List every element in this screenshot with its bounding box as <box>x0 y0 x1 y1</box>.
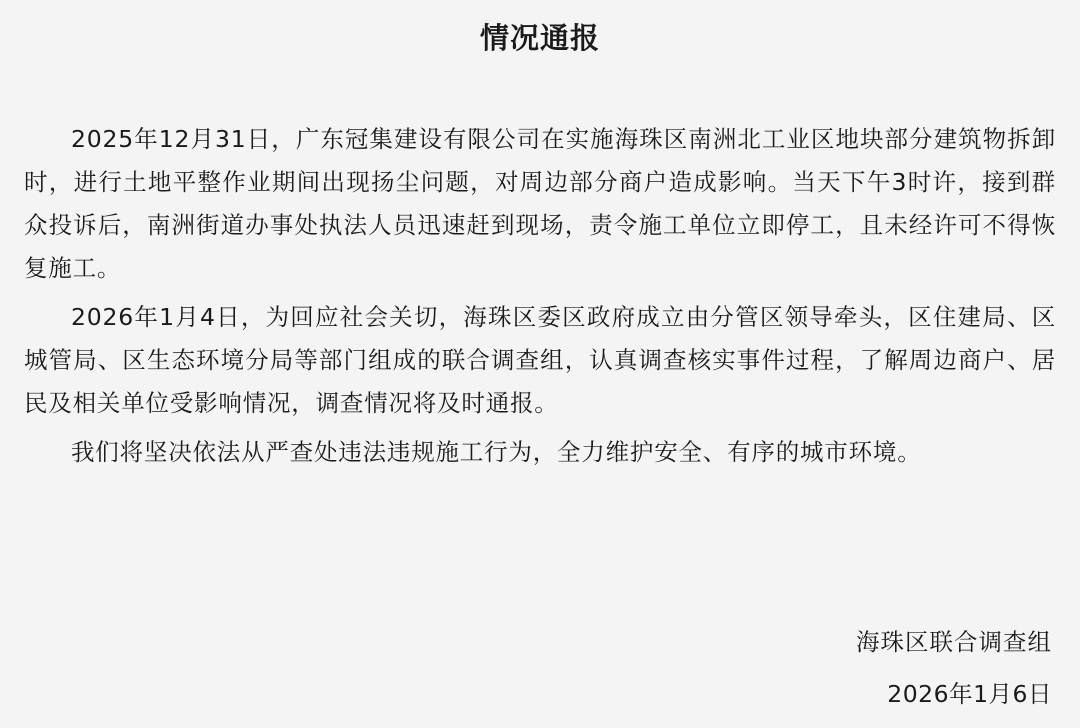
notice-body <box>24 118 1056 480</box>
signature-date: 2026年1月6日 <box>887 680 1052 708</box>
paragraph-incident: 2025年12月31日，广东冠集建设有限公司在实施海珠区南洲北工业区地块部分建筑物拆卸时，进行土地平整作业期间出现扬尘问题，对周边部分商户造成影响。当天下午3时许，接到群众投诉后，南洲街道办事处执法人员迅速赶到现场，责令施工单位立即停工，且未经许可不得恢复施工。 <box>24 125 1056 282</box>
notice-title: 情况通报 <box>479 21 600 55</box>
paragraph-commitment: 我们将坚决依法从严查处违法违规施工行为，全力维护安全、有序的城市环境。 <box>71 438 922 466</box>
signature-organization: 海珠区联合调查组 <box>856 628 1052 656</box>
paragraph-investigation: 2026年1月4日，为回应社会关切，海珠区委区政府成立由分管区领导牵头，区住建局、区城管局、区生态环境分局等部门组成的联合调查组，认真调查核实事件过程，了解周边商户、居民及相关单位受影响情况，调查情况将及时通报。 <box>24 303 1056 417</box>
